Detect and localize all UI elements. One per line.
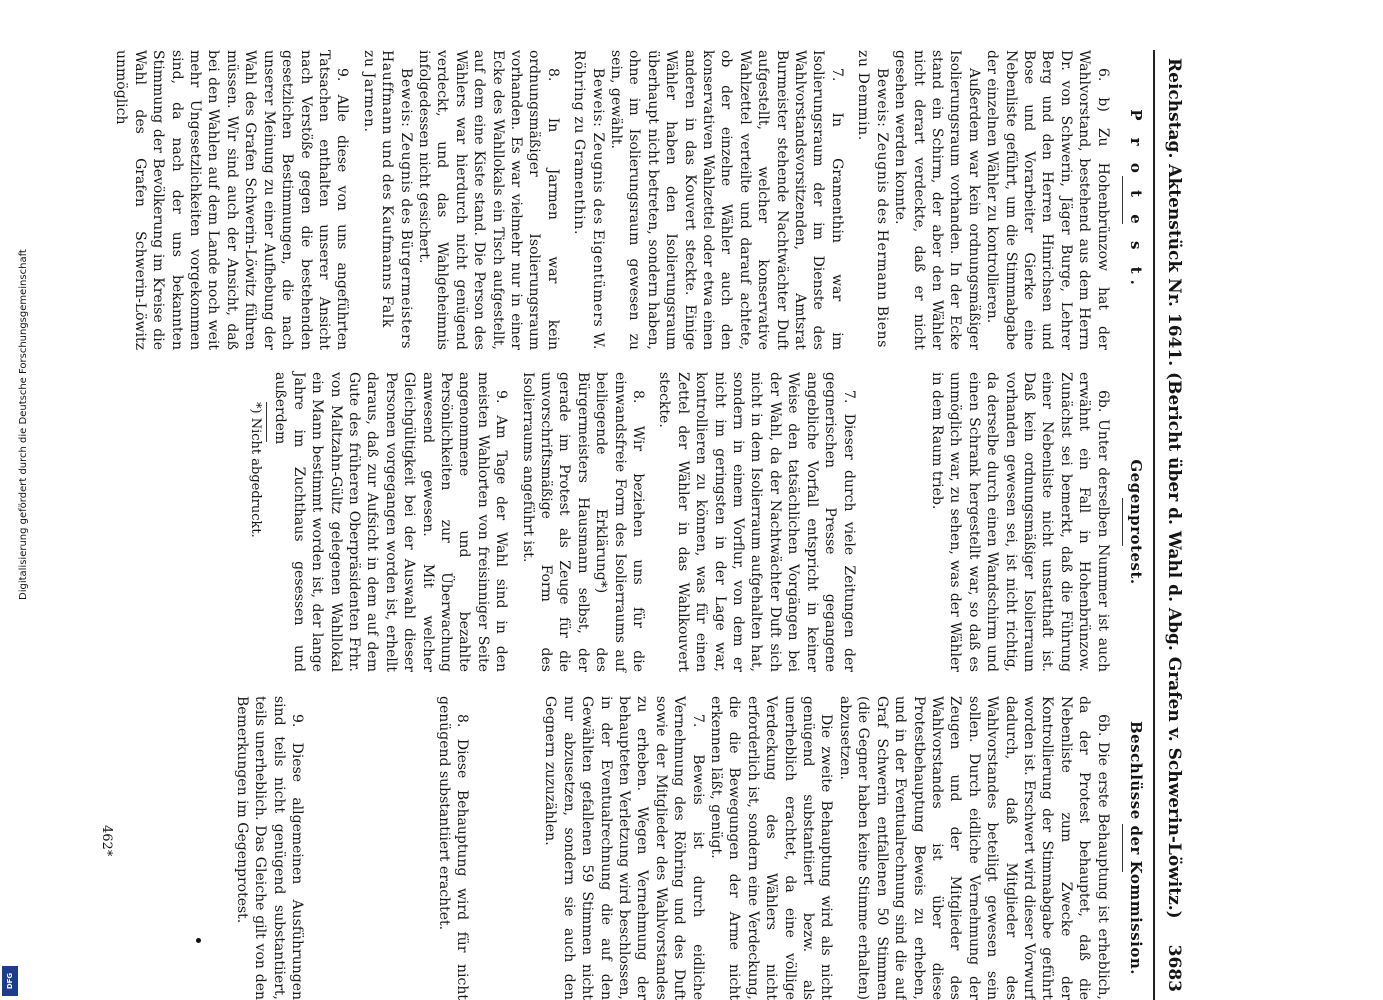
gegenprotest-column — [246, 372, 1145, 672]
gegenprotest-para-7: 7. Dieser durch viele Zeitungen der gegnerischen Presse gegangene angebliche Vorfall entspricht in keiner Weise den tatsächlichen Vorgängen bei der Wahl, da der Nachtwächter Duft sich nicht in dem Isolierraum aufgehalten hat, sondern in einem Vorflur, von dem er nicht im geringsten in der Lage war, kontrollieren zu können, was für einen Zettel der Wähler in das Wahlkouvert steckte. — [656, 372, 857, 672]
protest-para-isolation: Außerdem war kein ordnungsmäßiger Isolierungsraum vorhanden. In der Ecke stand ein Schirm, der aber den Wähler nicht derart verdeckte, daß er nicht gesehen werden konnte. — [892, 50, 982, 350]
spacer — [510, 372, 518, 672]
heading-rule — [1122, 498, 1123, 546]
protest-para-7: 7. In Gramenthin war im Isolierungsraum der im Dienste des Wahlvorstandsvorsitzenden, Amtsrat Burmeister stehende Nachtwächter Duft aufgestellt, welcher konservative Wahlzettel verteilte und darauf achtete, ob der einzelne Wähler auch den konservativen Wahlzettel oder etwa einen anderen in das Kouvert steckte. Einige Wähler haben den Isolierungsraum überhaupt nicht betreten, sondern haben, ohne im Isolierungsraum gewesen zu sein, gewählt. — [608, 50, 845, 350]
dfg-logo-text: DFG — [6, 972, 14, 990]
protest-para-6b: 6. b) Zu Hohenbrünzow hat der Wahlvorstand, bestehend aus dem Herrn Dr. von Schwerin, Jäger Burge, Lehrer Berg und den Herren Hinrichsen und Bose und Vorarbeiter Gierke eine Nebenliste geführt, um die Stimmabgabe der einzelnen Wähler zu kontrollieren. — [984, 50, 1111, 350]
gegenprotest-heading: Gegenprotest. — [1127, 459, 1145, 585]
protest-para-8: 8. In Jarmen war kein ordnungsmäßiger Isolierungsraum vorhanden. Es war vielmehr nur in einer Ecke des Wahllokals ein Tisch aufgestellt, auf dem eine Kiste stand. Die Person des Wählers war hierdurch nicht genügend verdeckt, und das Wahlgeheimnis infolgedessen nicht gesichert. — [415, 50, 561, 350]
protest-proof-7: Beweis: Zeugnis des Eigentümers W. Röhring zu Gramenthin. — [571, 50, 606, 350]
page-number: 3683 — [1164, 944, 1184, 992]
rotated-document-page — [53, 50, 1183, 1000]
header-rule — [1153, 50, 1155, 1000]
protest-heading: P r o t e s t. — [1127, 109, 1145, 291]
kommission-para-7: 7. Beweis ist durch eidliche Vernehmung des Röhring und des Duft sowie der Mitglieder des Wahlvorstandes zu erheben. Wegen Vernehmung der behaupteten Verletzung wird beschlossen, in der Eventualrechnung die auf den Gewählten gefallenen 59 Stimmen nicht nur abzusetzen, sondern sie auch den Gegnern zuzuzählen. — [542, 696, 706, 1000]
gegenprotest-para-6b: 6b. Unter derselben Nummer ist auch erwähnt ein Fall in Hohenbrünzow. Zunächst sei bemerkt, daß die Führung einer Nebenliste nicht unstatthaft ist. Daß kein ordnungsmäßiger Isolierraum vorhanden gewesen sei, ist nicht richtig, da derselbe durch einen Wandschirm und einen Schrank hergestellt war, so daß es unmöglich war, zu sehen, was der Wähler in dem Raum trieb. — [928, 372, 1111, 672]
folio-number: 462* — [99, 825, 114, 857]
kommission-heading: Beschlüsse der Kommission. — [1127, 721, 1145, 975]
protest-proof-8: Beweis: Zeugnis des Bürgermeisters Hauffmann und des Kaufmanns Falk zu Jarmen. — [360, 50, 414, 350]
kommission-para-9: 9. Diese allgemeinen Ausführungen sind teils nicht genügend substantiiert, teils unerheblich. Das Gleiche gilt von den Bemerkungen im Gegenprotest. — [233, 696, 306, 1000]
heading-rule — [1122, 824, 1123, 872]
footnote-rule — [266, 402, 267, 442]
digitization-credit: Digitalisierung gefördert durch die Deutsche Forschungsgemeinschaft — [18, 249, 29, 600]
protest-column — [112, 50, 1145, 350]
dfg-logo — [2, 966, 18, 996]
kommission-para-6b: 6b. Die erste Behauptung ist erheblich, da der Protest behauptet, daß die Nebenliste zum Zwecke der Kontrollierung der Stimmabgabe geführt worden ist. Erschwert wird dieser Vorwurf dadurch, daß Mitglieder des Wahlvorstandes beteiligt gewesen sein sollen. Durch eidliche Vernehmung der Zeugen und der Mitglieder des Wahlvorstandes ist über diese Protestbehauptung Beweis zu erheben, und in der Eventualrechnung sind die auf Graf Schwerin entfallenen 50 Stimmen (die Gegner haben keine Stimme erhalten) abzusetzen. — [836, 696, 1111, 1000]
spacer — [858, 372, 928, 672]
gegenprotest-para-9: 9. Am Tage der Wahl sind in den meisten Wahlorten von freisinniger Seite angenommene und bezahlte Persönlichkeiten zur Überwachung anwesend gewesen. Mit welcher Gleichgültigkeit bei der Auswahl dieser Personen vorgegangen worden ist, erhellt daraus, daß zur Aufsicht in dem auf dem Gute des früheren Oberpräsidenten Frhr. von Maltzahn-Gültz gelegenen Wahllokal ein Mann bestimmt worden ist, der lange Jahre im Zuchthaus gesessen und außerdem — [272, 372, 510, 672]
running-head — [1159, 50, 1183, 1000]
document-title: Reichstag. Aktenstück Nr. 1641. (Bericht über d. Wahl d. Abg. Grafen v. Schwerin-Löwitz.) — [1164, 58, 1184, 919]
footnote: *) Nicht abgedruckt. — [247, 402, 263, 538]
spacer — [471, 696, 541, 1000]
heading-rule — [1122, 176, 1123, 224]
spacer — [306, 696, 434, 1000]
digitization-sidebar — [0, 0, 29, 1000]
spacer — [647, 372, 655, 672]
protest-para-9: 9. Alle diese von uns angeführten Tatsachen enthalten unserer Ansicht nach Verstöße gegen die bestehenden gesetzlichen Bestimmungen, die nach unserer Meinung zu einer Aufhebung der Wahl des Grafen Schwerin-Löwitz führen müssen. Wir sind auch der Ansicht, daß bei den Wahlen auf dem Lande noch weit mehr Ungesetzlichkeiten vorgekommen sind, da nach der uns bekannten Stimmung der Bevölkerung im Kreise die Wahl des Grafen Schwerin-Löwitz unmöglich — [113, 50, 351, 350]
kommission-column — [233, 696, 1145, 1000]
gegenprotest-para-8: 8. Wir beziehen uns für die einwandsfreie Form des Isolierraums auf beiliegende Erklärung*) des Bürgermeisters Hausmann selbst, der gerade im Protest als Zeuge für die unvorschriftsmäßige Form des Isolierraums angeführt ist. — [519, 372, 647, 672]
protest-proof-6b: Beweis: Zeugnis des Hermann Biens zu Demmin. — [855, 50, 890, 349]
kommission-para-8: 8. Diese Behauptung wird für nicht genügend substantiiert erachtet. — [435, 696, 470, 1000]
kommission-para-6b-second: Die zweite Behauptung wird als nicht genügend substantiiert bezw. als unerheblich erachtet, da eine völlige Verdeckung des Wählers nicht erforderlich ist, sondern eine Verdeckung, die die Bewegungen der Arme nicht erkennen läßt, genügt. — [708, 696, 835, 1000]
